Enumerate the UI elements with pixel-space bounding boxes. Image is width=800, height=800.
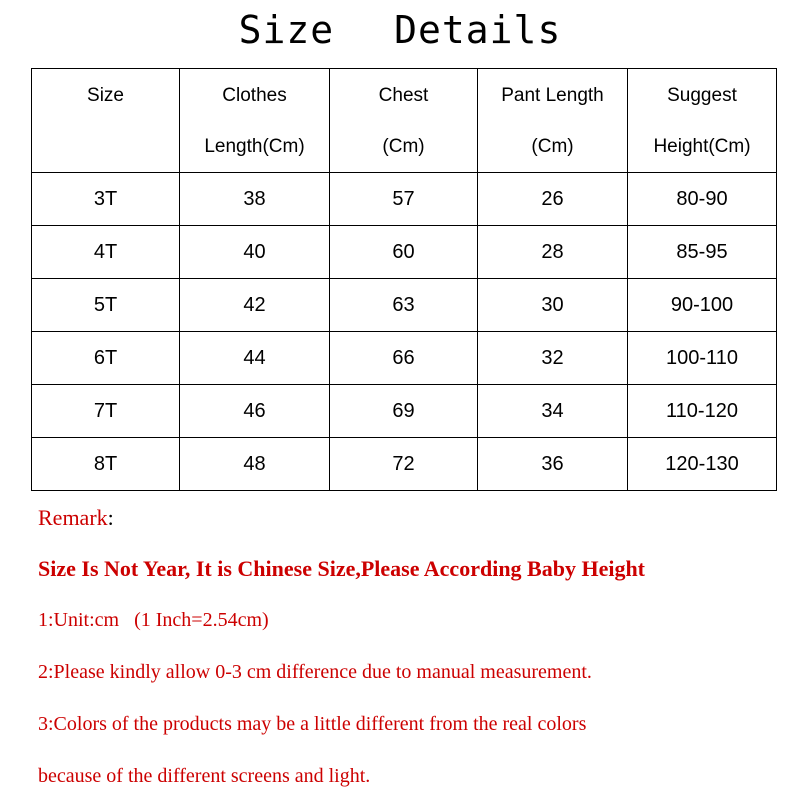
remark-line-unit: 1:Unit:cm (1 Inch=2.54cm) bbox=[38, 609, 269, 631]
cell-pant-length: 26 bbox=[478, 173, 628, 226]
header-clothes-length: Clothes Length(Cm) bbox=[180, 69, 330, 173]
table-header-row bbox=[32, 69, 777, 173]
cell-pant-length: 34 bbox=[478, 385, 628, 438]
cell-clothes-length: 44 bbox=[180, 332, 330, 385]
size-table bbox=[31, 68, 777, 491]
cell-clothes-length: 48 bbox=[180, 438, 330, 491]
cell-chest: 60 bbox=[330, 226, 478, 279]
header-suggest-height: Suggest Height(Cm) bbox=[628, 69, 777, 173]
table-row bbox=[32, 332, 777, 385]
cell-size: 5T bbox=[32, 279, 180, 332]
cell-size: 6T bbox=[32, 332, 180, 385]
remark-line-colors: 3:Colors of the products may be a little different from the real colors bbox=[38, 713, 587, 735]
table-row bbox=[32, 226, 777, 279]
cell-suggest-height: 90-100 bbox=[628, 279, 777, 332]
remark-colon: : bbox=[107, 505, 114, 530]
cell-suggest-height: 120-130 bbox=[628, 438, 777, 491]
cell-size: 3T bbox=[32, 173, 180, 226]
cell-chest: 72 bbox=[330, 438, 478, 491]
cell-chest: 63 bbox=[330, 279, 478, 332]
cell-chest: 66 bbox=[330, 332, 478, 385]
cell-pant-length: 30 bbox=[478, 279, 628, 332]
cell-chest: 69 bbox=[330, 385, 478, 438]
remark-size-note: Size Is Not Year, It is Chinese Size,Please According Baby Height bbox=[38, 556, 646, 581]
table-row bbox=[32, 385, 777, 438]
table-row bbox=[32, 279, 777, 332]
title-word-details: Details bbox=[394, 8, 562, 52]
cell-clothes-length: 38 bbox=[180, 173, 330, 226]
page-title bbox=[0, 6, 800, 54]
cell-chest: 57 bbox=[330, 173, 478, 226]
cell-size: 8T bbox=[32, 438, 180, 491]
cell-suggest-height: 100-110 bbox=[628, 332, 777, 385]
header-pant-length: Pant Length (Cm) bbox=[478, 69, 628, 173]
cell-pant-length: 36 bbox=[478, 438, 628, 491]
remark-line-tolerance: 2:Please kindly allow 0-3 cm difference due to manual measurement. bbox=[38, 661, 592, 683]
cell-clothes-length: 46 bbox=[180, 385, 330, 438]
title-word-size: Size bbox=[238, 8, 335, 52]
cell-pant-length: 28 bbox=[478, 226, 628, 279]
cell-clothes-length: 42 bbox=[180, 279, 330, 332]
remark-line-screens: because of the different screens and light. bbox=[38, 765, 371, 787]
table-row bbox=[32, 173, 777, 226]
cell-suggest-height: 80-90 bbox=[628, 173, 777, 226]
cell-pant-length: 32 bbox=[478, 332, 628, 385]
remark-heading bbox=[38, 505, 114, 531]
cell-suggest-height: 85-95 bbox=[628, 226, 777, 279]
cell-suggest-height: 110-120 bbox=[628, 385, 777, 438]
header-chest: Chest (Cm) bbox=[330, 69, 478, 173]
cell-size: 7T bbox=[32, 385, 180, 438]
table-row bbox=[32, 438, 777, 491]
header-size: Size bbox=[32, 69, 180, 173]
cell-clothes-length: 40 bbox=[180, 226, 330, 279]
cell-size: 4T bbox=[32, 226, 180, 279]
remark-label: Remark bbox=[38, 505, 108, 530]
